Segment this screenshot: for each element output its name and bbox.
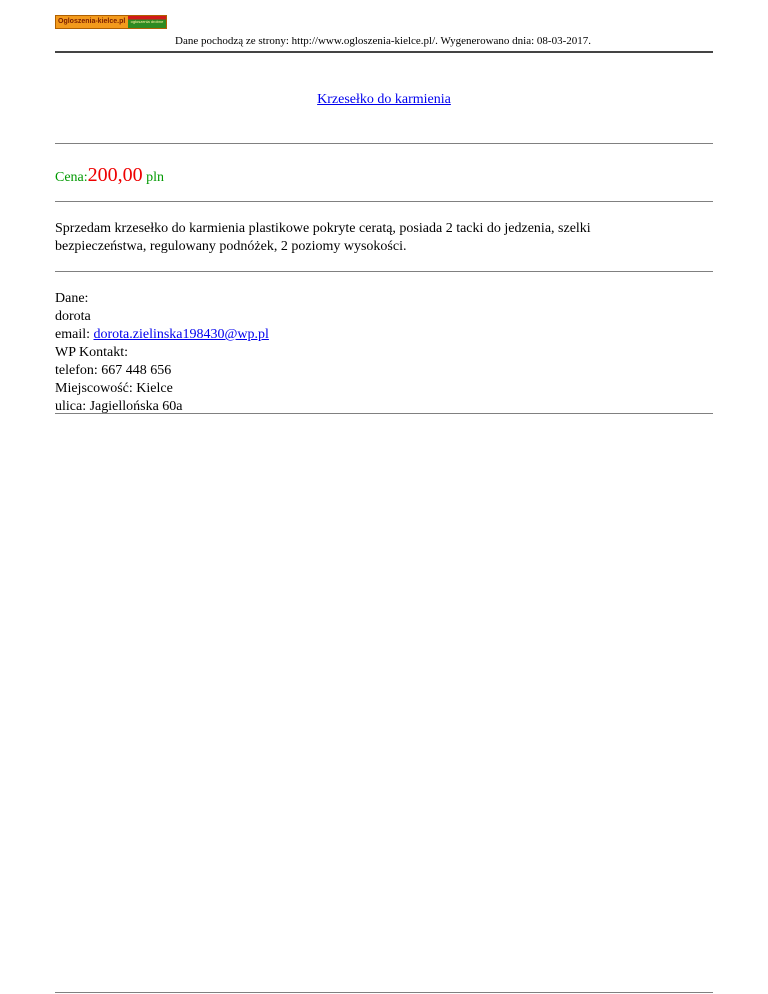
contact-block — [55, 290, 269, 416]
source-info: Dane pochodzą ze strony: http://www.ogloszenia-kielce.pl/. Wygenerowano dnia: 08-03-2017. — [175, 35, 591, 47]
contact-heading: Dane: — [55, 291, 89, 306]
price-block — [55, 164, 164, 187]
divider — [55, 201, 713, 202]
contact-name: dorota — [55, 309, 91, 324]
listing-description: Sprzedam krzesełko do karmienia plastikowe pokryte ceratą, posiada 2 tacki do jedzenia, szelki bezpieczeństwa, regulowany podnóżek, 2 poziomy wysokości. — [55, 221, 591, 254]
price-currency: pln — [146, 170, 165, 185]
logo-side-text: ogłoszenia drobne — [128, 16, 166, 28]
divider — [55, 271, 713, 272]
email-label: email: — [55, 327, 94, 342]
contact-city: Miejscowość: Kielce — [55, 381, 173, 396]
header-divider — [55, 51, 713, 53]
divider — [55, 413, 713, 414]
listing-title-link[interactable]: Krzesełko do karmienia — [317, 92, 451, 107]
price-value: 200,00 — [87, 164, 143, 186]
site-logo — [55, 15, 167, 29]
logo-text: Ogloszenia-kielce.pl — [56, 16, 128, 28]
contact-phone: telefon: 667 448 656 — [55, 363, 172, 378]
contact-email-row — [55, 326, 269, 344]
wp-label: WP Kontakt: — [55, 345, 128, 360]
price-label: Cena: — [55, 170, 88, 185]
contact-street: ulica: Jagiellońska 60a — [55, 399, 183, 414]
email-link[interactable]: dorota.zielinska198430@wp.pl — [93, 327, 269, 342]
contact-wp-row — [55, 344, 269, 362]
divider — [55, 143, 713, 144]
footer-divider — [55, 992, 713, 993]
